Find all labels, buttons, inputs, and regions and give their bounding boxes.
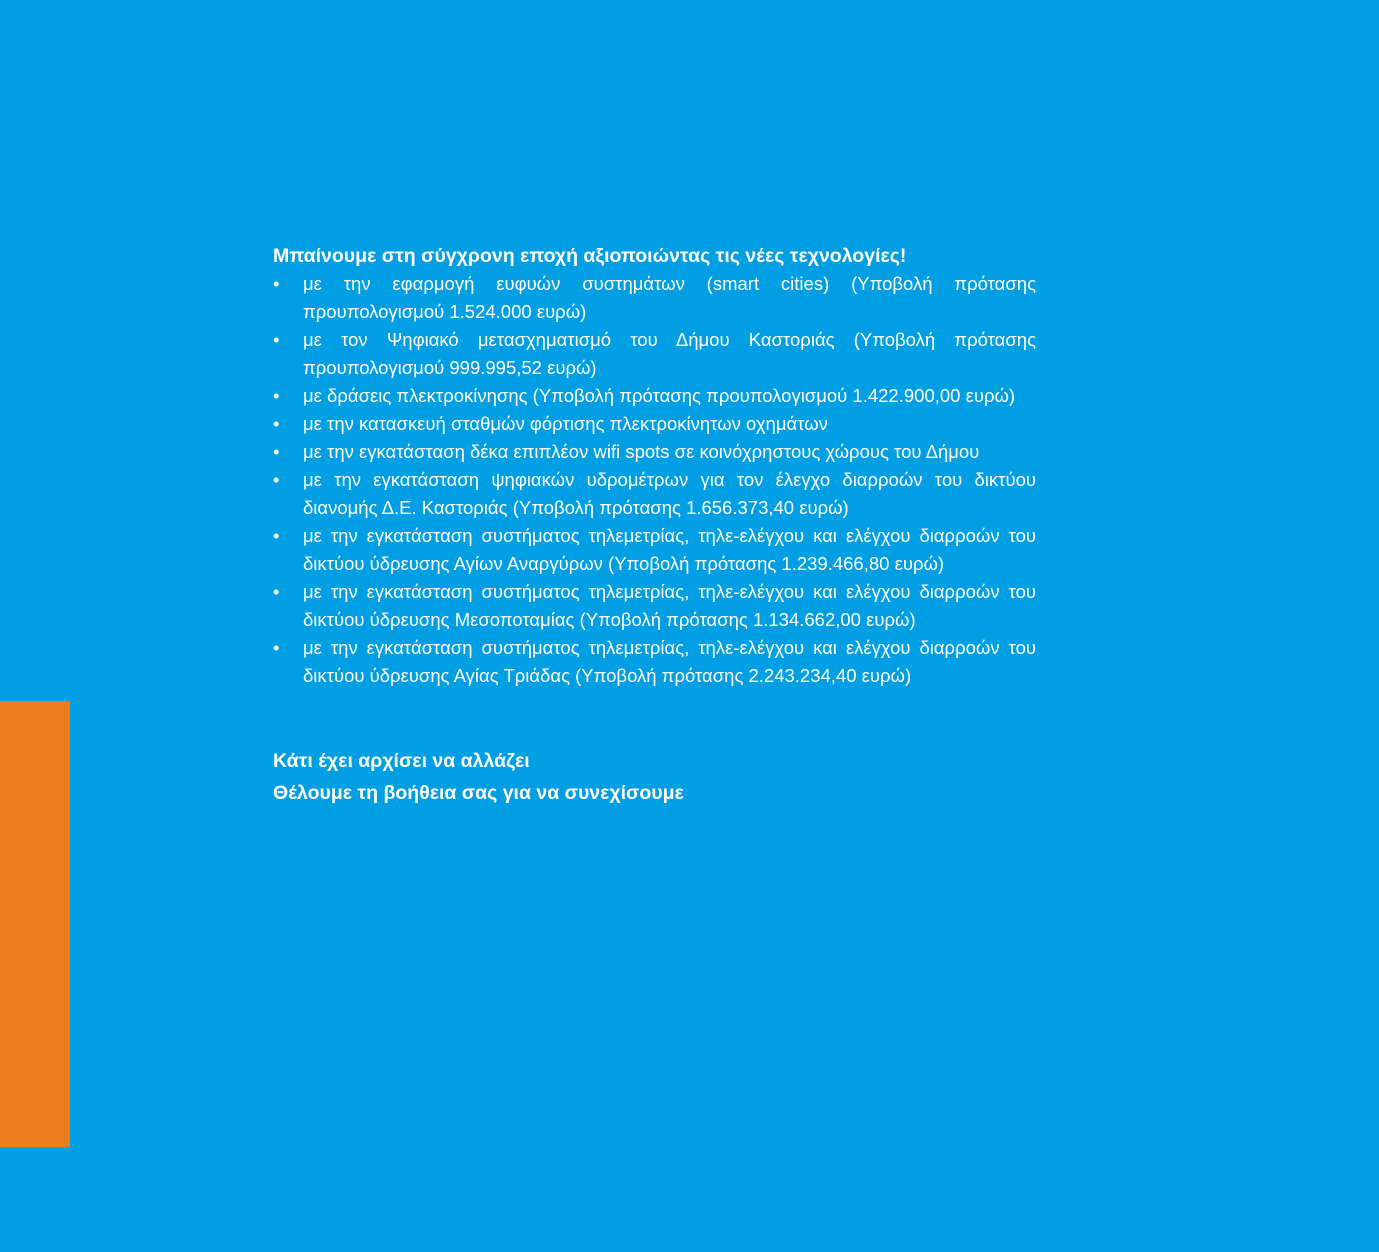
list-item-text: με την εφαρμογή ευφυών συστημάτων (smart cities) (Υποβολή πρότασης προυπολογισμού 1.524.000 ευρώ) bbox=[303, 273, 1036, 322]
bullet-icon: • bbox=[273, 525, 280, 546]
bullet-icon: • bbox=[273, 385, 280, 406]
list-item-text: με την εγκατάσταση ψηφιακών υδρομέτρων για τον έλεγχο διαρροών του δικτύου διανομής Δ.Ε. Καστοριάς (Υποβολή πρότασης 1.656.373,40 ευρώ) bbox=[303, 469, 1036, 518]
list-item-text: με τον Ψηφιακό μετασχηματισμό του Δήμου Καστοριάς (Υποβολή πρότασης προυπολογισμού 999.995,52 ευρώ) bbox=[303, 329, 1036, 378]
closing-line-1: Κάτι έχει αρχίσει να αλλάζει bbox=[273, 750, 530, 772]
list-item bbox=[273, 466, 1036, 522]
list-item-text: με την εγκατάσταση συστήματος τηλεμετρίας, τηλε-ελέγχου και ελέγχου διαρροών του δικτύου ύδρευσης Αγίων Αναργύρων (Υποβολή πρότασης 1.239.466,80 ευρώ) bbox=[303, 525, 1036, 574]
page-content bbox=[273, 242, 1036, 809]
closing-line-2: Θέλουμε τη βοήθεια σας για να συνεχίσουμε bbox=[273, 782, 684, 804]
closing-statement bbox=[273, 745, 1036, 809]
list-item bbox=[273, 382, 1036, 410]
bullet-icon: • bbox=[273, 273, 280, 294]
list-item bbox=[273, 578, 1036, 634]
bullet-icon: • bbox=[273, 581, 280, 602]
orange-accent-bar bbox=[0, 701, 70, 1147]
bullet-icon: • bbox=[273, 469, 280, 490]
list-item bbox=[273, 410, 1036, 438]
list-item-text: με δράσεις πλεκτροκίνησης (Υποβολή πρότασης προυπολογισμού 1.422.900,00 ευρώ) bbox=[303, 385, 1016, 406]
bullet-icon: • bbox=[273, 637, 280, 658]
list-item bbox=[273, 438, 1036, 466]
heading: Μπαίνουμε στη σύγχρονη εποχή αξιοποιώντας τις νέες τεχνολογίες! bbox=[273, 245, 907, 267]
list-item bbox=[273, 522, 1036, 578]
bullet-icon: • bbox=[273, 329, 280, 350]
bullet-icon: • bbox=[273, 413, 280, 434]
list-item-text: με την εγκατάσταση συστήματος τηλεμετρίας, τηλε-ελέγχου και ελέγχου διαρροών του δικτύου ύδρευσης Αγίας Τριάδας (Υποβολή πρότασης 2.243.234,40 ευρώ) bbox=[303, 637, 1036, 686]
list-item-text: με την εγκατάσταση δέκα επιπλέον wifi spots σε κοινόχρηστους χώρους του Δήμου bbox=[303, 441, 980, 462]
list-item bbox=[273, 270, 1036, 326]
list-item bbox=[273, 326, 1036, 382]
list-item bbox=[273, 634, 1036, 690]
list-item-text: με την κατασκευή σταθμών φόρτισης πλεκτροκίνητων οχημάτων bbox=[303, 413, 828, 434]
bullet-icon: • bbox=[273, 441, 280, 462]
bullet-list bbox=[273, 270, 1036, 690]
list-item-text: με την εγκατάσταση συστήματος τηλεμετρίας, τηλε-ελέγχου και ελέγχου διαρροών του δικτύου ύδρευσης Μεσοποταμίας (Υποβολή πρότασης 1.134.662,00 ευρώ) bbox=[303, 581, 1036, 630]
